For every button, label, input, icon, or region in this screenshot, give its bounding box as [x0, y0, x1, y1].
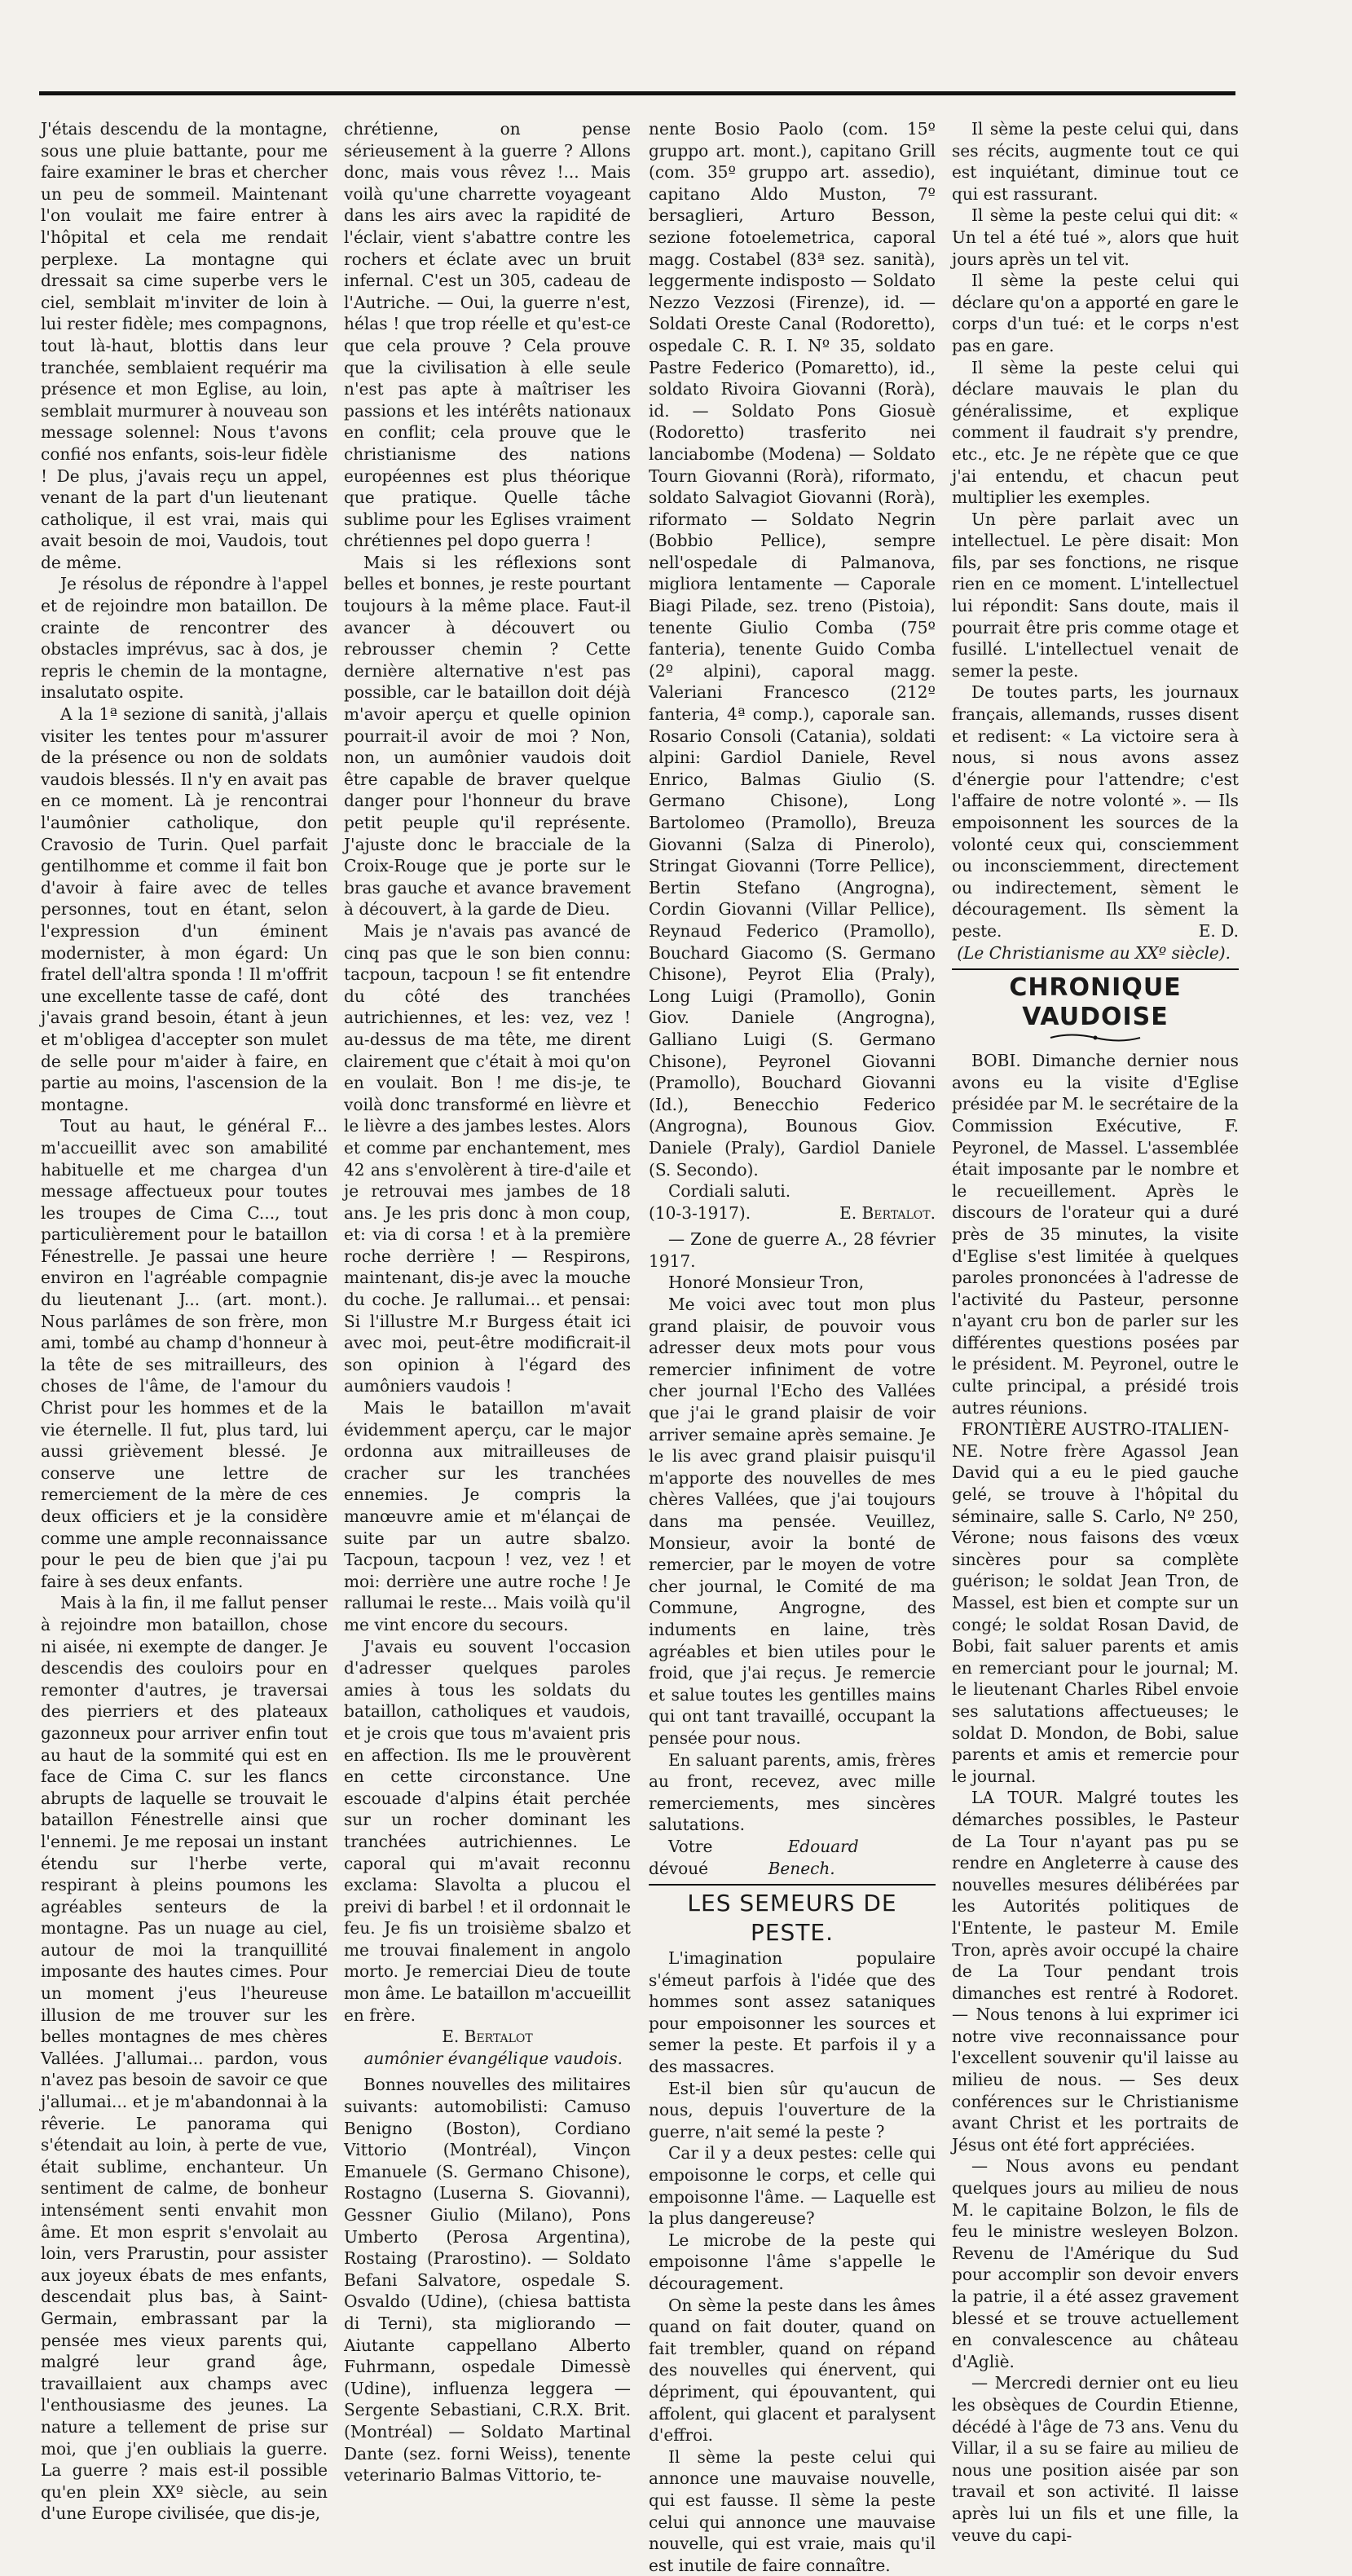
- ornament-flourish: [952, 1032, 1239, 1047]
- paragraph: On sème la peste dans les âmes quand on fait douter, quand on fait trembler, quand on répand des nouvelles qui énervent, qui dépriment, qui épouvantent, qui affolent, qui glacent et paralysent d'effroi.: [649, 2295, 936, 2446]
- subheading: FRONTIÈRE AUSTRO-ITALIEN-: [961, 1419, 1230, 1440]
- paragraph: — Mercredi dernier ont eu lieu les obsèques de Courdin Etienne, décédé à l'âge de 73 ans. Venu du Villar, il a su se faire au milieu de nous une position aisée par son travail et son activité. Il laisse après lui un fils et une fille, la veuve du capi-: [952, 2373, 1239, 2545]
- paragraph: Mais si les réflexions sont belles et bonnes, je reste pourtant toujours à la même place. Faut-il avancer à découvert ou rebrousser chemin ? Cette dernière alternative n'est pas possible, car le bataillon doit déjà m'avoir aperçu et quelle opinion pourrait-il avoir de moi ? Non, non, un aumônier vaudois doit être capable de braver quelque danger pour l'honneur du brave petit peuple qu'il représente. J'ajuste donc le bracciale de la Croix-Rouge que je porte sur le bras gauche et avance bravement à découvert, à la garde de Dieu.: [344, 552, 631, 920]
- paragraph: Un père parlait avec un intellectuel. Le père disait: Mon fils, par ses fonctions, ne risque rien en ce moment. L'intellectuel lui répondit: Sans doute, mais il pourrait être pris comme otage et fusillé. L'intellectuel venait de semer la peste.: [952, 509, 1239, 681]
- author-signature: E. Bertalot: [442, 2027, 533, 2047]
- paragraph: — Nous avons eu pendant quelques jours au milieu de nous M. le capitaine Bolzon, le fils de feu le ministre wesleyen Bolzon. Revenu de l'Amérique du Sud pour accomplir son devoir envers la patrie, il a été assez gravement blessé et se trouve actuellement en convalescence au château d'Agliè.: [952, 2156, 1239, 2371]
- author-title: aumônier évangélique vaudois.: [363, 2048, 623, 2068]
- paragraph: BOBI. Dimanche dernier nous avons eu la visite d'Eglise présidée par M. le secrétaire de la Commission Exécutive, F. Peyronel, de Massel. L'assemblée était imposante par le nombre et le recueillement. Après le discours de l'orateur qui a duré près de 35 minutes, la visite d'Eglise s'est limitée à quelques paroles prononcées à l'adresse de l'activité du Pasteur, personne n'ayant cru bon de parler sur les différentes questions posées par le président. M. Peyronel, outre le culte principal, a présidé trois autres réunions.: [952, 1051, 1239, 1418]
- paragraph: En saluant parents, amis, frères au front, recevez, avec mille remerciements, mes sincères salutations.: [649, 1749, 936, 1835]
- paragraph: Mais je n'avais pas avancé de cinq pas que le son bien connu: tacpoun, tacpoun ! se fit entendre du côté des tranchées autrichiennes, et les: vez, vez ! au-dessus de ma tête, me dirent clairement que c'était à moi qu'on en voulait. Bon ! me dis-je, te voilà donc transformé en lièvre et le lièvre a des jambes lestes. Alors et comme par enchantement, mes 42 ans s'envolèrent à tire-d'aile et je retrouvai mes jambes de 18 ans. Je les pris donc à mon coup, et: via di corsa ! et à la première roche derrière ! — Respirons, maintenant, dis-je avec la mouche du coche. Je rallumai... et pensai: Si l'illustre M.r Burgess était ici avec moi, peut-être modificrait-il son opinion à l'égard des aumôniers vaudois !: [344, 920, 631, 1396]
- section-divider: [649, 1884, 936, 1886]
- author-signature: Edouard Benech.: [768, 1836, 859, 1878]
- paragraph: Cordiali saluti.: [668, 1181, 791, 1202]
- paragraph: Il sème la peste celui qui déclare mauvais le plan du généralissime, et explique comment il faudrait s'y prendre, etc., etc. Je ne répète que ce que j'ai entendu, et chacun peut multiplier les exemples.: [952, 357, 1239, 508]
- column-3: [649, 118, 936, 2576]
- paragraph: NE. Notre frère Agassol Jean David qui a eu le pied gauche gelé, se trouve à l'hôpital du séminaire, salle S. Carlo, Nº 250, Vérone; nous faisons des vœux sincères pour sa complète guérison; le soldat Jean Tron, de Massel, est bien et compte sur un congé; le soldat Rosan David, de Bobi, fait saluer parents et amis en remerciant pour le journal; M. le lieutenant Charles Ribel envoie ses salutations affectueuses; le soldat D. Mondon, de Bobi, salue parents et amis et remercie pour le journal.: [952, 1440, 1239, 1786]
- column-1: [41, 118, 328, 2525]
- paragraph: Il sème la peste celui qui, dans ses récits, augmente tout ce qui est inquiétant, diminue tout ce qui est rassurant.: [952, 119, 1239, 204]
- paragraph-text: De toutes parts, les journaux français, allemands, russes disent et redisent: « La victoire sera à nous, si nous avons assez d'énergie pour l'attendre; c'est l'affaire de notre volonté ». — Ils empoisonnent les sources de la volonté ceux qui, consciemment ou inconsciemment, directement ou indirectement, sèment le découragement. Ils sèment la peste.: [952, 682, 1239, 941]
- author-initials: E. D.: [1198, 920, 1239, 941]
- paragraph: Est-il bien sûr qu'aucun de nous, depuis l'ouverture de la guerre, n'ait semé la peste ?: [649, 2078, 936, 2142]
- paragraph: Je résolus de répondre à l'appel et de rejoindre mon bataillon. De crainte de rencontrer des obstacles imprévus, sac à dos, je repris le chemin de la montagne, insalutato ospite.: [41, 574, 328, 703]
- paragraph: Car il y a deux pestes: celle qui empoisonne le corps, et celle qui empoisonne l'âme. — Laquelle est la plus dangereuse?: [649, 2143, 936, 2229]
- paragraph: chrétienne, on pense sérieusement à la guerre ? Allons donc, mais vous rêvez !... Mais voilà qu'une charrette voyageant dans les airs avec la rapidité de l'éclair, vient s'abattre contre les rochers et éclate avec un bruit infernal. C'est un 305, cadeau de l'Autriche. — Oui, la guerre n'est, hélas ! que trop réelle et qu'est-ce que cela prouve ? Cela prouve que la civilisation à elle seule n'est pas apte à maîtriser les passions et les intérêts nationaux en conflit; cela prouve que le christianisme des nations européennes est plus théorique que pratique. Quelle tâche sublime pour les Eglises vraiment chrétiennes pel dopo guerra !: [344, 119, 631, 551]
- paragraph: [952, 681, 1239, 942]
- article-heading: LES SEMEURS DE PESTE.: [687, 1890, 897, 1947]
- author-signature: E. Bertalot.: [839, 1202, 936, 1223]
- column-4: [952, 118, 1239, 2546]
- paragraph: Bonnes nouvelles des militaires suivants: automobilisti: Camuso Benigno (Boston), Cordiano Vittorio (Montréal), Vinçon Emanuele (S. Germano Chisone), Rostagno (Luserna S. Giovanni), Gessner Giulio (Milano), Pons Umberto (Perosa Argentina), Rostaing (Prarostino). — Soldato Befani Salvatore, ospedale S. Osvaldo (Udine), (chiesa battista di Terni), sta migliorando — Aiutante cappellano Alberto Fuhrmann, ospedale Dimessè (Udine), influenza leggera — Sergente Sebastiani, C.R.X. Brit. (Montréal) — Soldato Martinal Dante (sez. forni Weiss), tenente veterinario Balmas Vittorio, te-: [344, 2075, 631, 2486]
- paragraph: A la 1ª sezione di sanità, j'allais visiter les tentes pour m'assurer de la présence ou non de soldats vaudois blessés. Il n'y en avait pas en ce moment. Là je rencontrai l'aumônier catholique, don Cravosio de Turin. Quel parfait gentilhomme et comme il fait bon d'avoir à faire avec de telles personnes, tout en étant, selon l'expression d'un éminent modernister, à mon égard: Un fratel dell'altra sponda ! Il m'offrit une excellente tasse de café, dont j'avais grand besoin, étant à jeun et m'obligea d'accepter son mulet de selle pour m'aider à faire, en partie au moins, l'ascension de la montagne.: [41, 704, 328, 1114]
- top-rule: [39, 91, 1235, 95]
- paragraph: J'avais eu souvent l'occasion d'adresser quelques paroles amies à tous les soldats du bataillon, catholiques et vaudois, et je crois que tous m'avaient pris en affection. Ils me le prouvèrent en cette circonstance. Une escouade d'alpins était perchée sur un rocher dominant les tranchées autrichiennes. Le caporal qui m'avait reconnu exclama: Slavolta a plucou el preivi di barbel ! et il ordonnait le feu. Je fis un troisième sbalzo et me trouvai finalement in angolo morto. Je remerciai Dieu de toute mon âme. Le bataillon m'accueillit en frère.: [344, 1636, 631, 2025]
- paragraph: L'imagination populaire s'émeut parfois à l'idée que des hommes sont assez sataniques pour empoisonner les sources et semer la peste. Et parfois il y a des massacres.: [649, 1948, 936, 2077]
- column-2: [344, 118, 631, 2486]
- salutation: Honoré Monsieur Tron,: [668, 1273, 865, 1293]
- flourish-icon: [1046, 1032, 1144, 1043]
- paragraph: Il sème la peste celui qui annonce une mauvaise nouvelle, qui est fausse. Il sème la peste celui qui annonce une mauvaise nouvelle, qui est vraie, mais qu'il est inutile de faire connaître.: [649, 2446, 936, 2575]
- paragraph: Le microbe de la peste qui empoisonne l'âme s'appelle le découragement.: [649, 2230, 936, 2293]
- letter-signature-line: [649, 1836, 936, 1879]
- date-signature-line: [649, 1202, 936, 1224]
- paragraph: Mais le bataillon m'avait évidemment aperçu, car le major ordonna aux mitrailleuses de cracher sur les tranchées ennemies. Je compris la manœuvre amie et m'élançai de suite par un autre sbalzo. Tacpoun, tacpoun ! vez, vez ! et moi: derrière une autre roche ! Je rallumai le reste... Mais voilà qu'il me vint encore du secours.: [344, 1398, 631, 1634]
- section-heading: CHRONIQUE VAUDOISE: [1009, 973, 1182, 1032]
- paragraph: Il sème la peste celui qui déclare qu'on a apporté en gare le corps d'un tué: et le corps n'est pas en gare.: [952, 271, 1239, 355]
- closing: Votre dévoué: [649, 1836, 713, 1878]
- paragraph: LA TOUR. Malgré toutes les démarches possibles, le Pasteur de La Tour n'ayant pas pu se rendre en Angleterre à cause des nouvelles mesures délibérées par les Autorités politiques de l'Entente, le pasteur M. Emile Tron, après avoir occupé la chaire de La Tour pendant trois dimanches est rentré à Rodoret. — Nous tenons à lui exprimer ici notre vive reconnaissance pour l'excellent souvenir qu'il laisse au milieu de nous. — Ses deux conférences sur le Christianisme avant Christ et les portraits de Jésus ont été fort appréciées.: [952, 1788, 1239, 2155]
- date: (10-3-1917).: [649, 1202, 751, 1223]
- paragraph: Mais à la fin, il me fallut penser à rejoindre mon bataillon, chose ni aisée, ni exempte de danger. Je descendis des couloirs pour en remonter d'autres, je traversai des pierriers et des plateaux gazonneux pour arriver enfin tout au haut de la sommité qui est en face de Cima C. sur les flancs abrupts de laquelle se trouvait le bataillon Fénestrelle ainsi que l'ennemi. Je me reposai un instant étendu sur l'herbe verte, respirant à pleins poumons les agréables senteurs de la montagne. Pas un nuage au ciel, autour de moi la tranquillité imposante des hautes cimes. Pour un moment j'eus l'heureuse illusion de me trouver sur les belles montagnes de mes chères Vallées. J'allumai... pardon, vous n'avez pas besoin de savoir ce que j'allumai... et je m'abandonnai à la rêverie. Le panorama qui s'étendait au loin, à perte de vue, était sublime, enchanteur. Un sentiment de calme, de bonheur intensément senti envahit mon âme. Et mon esprit s'envolait au loin, vers Prarustin, pour assister aux joyeux ébats de mes enfants, descendait plus bas, à Saint-Germain, embrassant par la pensée mes vieux parents qui, malgré leur grand âge, travaillaient aux champs avec l'enthousiasme des jeunes. La nature a tellement de prise sur moi, que j'en oubliais la guerre. La guerre ? mais est-il possible qu'en plein XXº siècle, au sein d'une Europe civilisée, que dis-je,: [41, 1593, 328, 2524]
- section-divider: [952, 968, 1239, 970]
- dateline: — Zone de guerre A., 28 février 1917.: [649, 1229, 936, 1271]
- paragraph: Il sème la peste celui qui dit: « Un tel a été tué », alors que huit jours après un tel vit.: [952, 205, 1239, 269]
- article-source: (Le Christianisme au XXº siècle).: [957, 942, 1231, 963]
- paragraph: Me voici avec tout mon plus grand plaisir, de pouvoir vous adresser deux mots pour vous remercier infiniment de votre cher journal l'Echo des Vallées que j'ai le grand plaisir de voir arriver semaine après semaine. Je le lis avec grand plaisir puisqu'il m'apporte des nouvelles de mes chères Vallées, que j'ai toujours dans ma pensée. Veuillez, Monsieur, avoir la bonté de remercier, par le moyen de votre cher journal, le Comité de ma Commune, Angrogne, des induments en laine, très agréables et bien utiles pour le froid, que j'ai reçus. Je remercie et salue toutes les gentilles mains qui ont tant travaillé, occupant la pensée pour nous.: [649, 1295, 936, 1748]
- paragraph: J'étais descendu de la montagne, sous une pluie battante, pour me faire examiner le bras et chercher un peu de sommeil. Maintenant l'on voulait me faire entrer à l'hôpital et cela me rendait perplexe. La montagne qui dressait sa cime superbe vers le ciel, semblait m'inviter de loin à lui rester fidèle; mes compagnons, tout là-haut, blottis dans leur tranchée, semblaient requérir ma présence et mon Eglise, au loin, semblait murmurer à nouveau son message solennel: Nous t'avons confié nos enfants, sois-leur fidèle ! De plus, j'avais reçu un appel, venant de la part d'un lieutenant catholique, il est vrai, mais qui avait besoin de moi, Vaudois, tout de même.: [41, 119, 328, 572]
- paragraph: Tout au haut, le général F... m'accueillit avec son amabilité habituelle et me chargea d'un message affectueux pour toutes les troupes de Cima C..., tout particulièrement pour le bataillon Fénestrelle. Je passai une heure environ en l'agréable compagnie du lieutenant J... (art. mont.). Nous parlâmes de son frère, mon ami, tombé au champ d'honneur à la tête de ses mitrailleurs, des choses de l'âme, de l'amour du Christ pour les hommes et de la vie éternelle. Il fut, plus tard, lui aussi grièvement blessé. Je conserve une lettre de remerciement de la mère de ces deux officiers et je la considère comme une ample reconnaissance pour le peu de bien que j'ai pu faire à ses deux enfants.: [41, 1116, 328, 1591]
- paragraph: nente Bosio Paolo (com. 15º gruppo art. mont.), capitano Grill (com. 35º gruppo art. assedio), capitano Aldo Muston, 7º bersaglieri, Arturo Besson, sezione fotoelemetrica, caporal magg. Costabel (83ª sez. sanità), leggermente indisposto — Soldato Nezzo Vezzosi (Firenze), id. — Soldati Oreste Canal (Rodoretto), ospedale C. R. I. Nº 35, soldato Pastre Federico (Pomaretto), id., soldato Rivoira Giovanni (Rorà), id. — Soldato Pons Giosuè (Rodoretto) trasferito nei lanciabombe (Modena) — Soldato Tourn Giovanni (Rorà), riformato, soldato Salvagiot Giovanni (Rorà), riformato — Soldato Negrin (Bobbio Pellice), sempre nell'ospedale di Palmanova, migliora lentamente — Caporale Biagi Pilade, sez. treno (Pistoia), tenente Giulio Comba (75º fanteria), tenente Guido Comba (2º alpini), caporal magg. Valeriani Francesco (212º fanteria, 4ª comp.), caporale san. Rosario Consoli (Catania), soldati alpini: Gardiol Daniele, Revel Enrico, Balmas Giulio (S. Germano Chisone), Long Bartolomeo (Pramollo), Breuza Giovanni (Salza di Pinerolo), Stringat Giovanni (Torre Pellice), Bertin Stefano (Angrogna), Cordin Giovanni (Villar Pellice), Reynaud Federico (Pramollo), Bouchard Giacomo (S. Germano Chisone), Peyrot Elia (Praly), Long Luigi (Pramollo), Gonin Giov. Daniele (Angrogna), Galliano Luigi (S. Germano Chisone), Peyronel Giovanni (Pramollo), Bouchard Giovanni (Id.), Benecchio Federico (Angrogna), Bounous Giov. Daniele (Praly), Gardiol Daniele (S. Secondo).: [649, 119, 936, 1180]
